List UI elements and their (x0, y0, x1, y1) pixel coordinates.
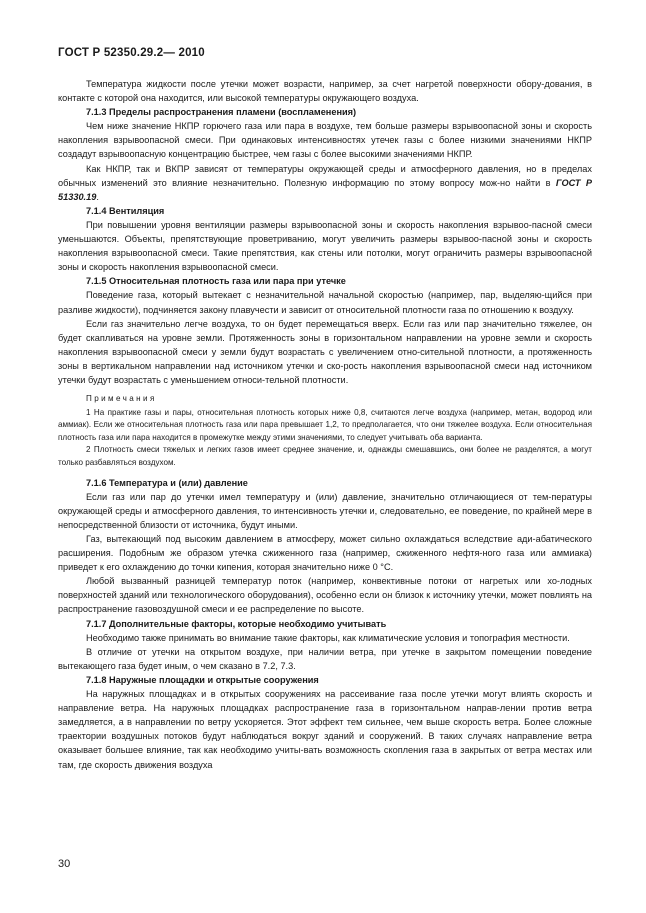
paragraph-indoor-outdoor: В отличие от утечки на открытом воздухе, при наличии ветра, при утечке в закрытом помещении поведение вытекающего газа будет иным, о чем сказано в 7.2, 7.3. (58, 646, 592, 671)
section-heading-7-1-6: 7.1.6 Температура и (или) давление (86, 477, 248, 488)
paragraph-wind: На наружных площадках и в открытых сооружениях на рассеивание газа после утечки могут влиять скорость и направление ветра. На наружных площадках распространение газа в горизонтальном направ-лении против ветра замедляется, а в направлении по ветру ускоряется. Этот эффект тем сильнее, чем выше скорость ветра. Более сложные траектории воздушных потоков будут наблюдаться вокруг зданий и сооружений. В таких случаях направление ветра оказывает большее влияние, так как необходимо учиты-вать возможность скопления газа в закрытых от ветра местах или там, где скорость движения воздуха (58, 689, 592, 770)
section-heading-7-1-5: 7.1.5 Относительная плотность газа или пара при утечке (86, 276, 346, 287)
paragraph-end-mark: . (96, 191, 99, 202)
section-heading-7-1-8: 7.1.8 Наружные площадки и открытые сооружения (86, 674, 319, 685)
paragraph-adiabatic: Газ, вытекающий под высоким давлением в атмосферу, может сильно охлаждаться вследствие ади-абатического расширения. Подобным же образом утечка сжиженного газа (например, сжиженного нефтя-ного газа или аммиака) приведет к его охлаждению до точки кипения, которая значительно ниже 0 °C. (58, 534, 592, 573)
paragraph-factors: Необходимо также принимать во внимание такие факторы, как климатические условия и топография местности. (86, 632, 570, 643)
note-1: 1 На практике газы и пары, относительная плотность которых ниже 0,8, считаются легче воздуха (например, метан, водород или аммиак). Если же относительная плотность газа или пара превышает 1,2, то предполагается, что они тяжелее воздуха. Если относительная плотность газа или пара находится в промежутке между этими значениями, то следует учитывать оба варианта. (58, 407, 592, 442)
section-heading-7-1-7: 7.1.7 Дополнительные факторы, которые необходимо учитывать (86, 618, 387, 629)
paragraph-nkpr-vkpr-text: Как НКПР, так и ВКПР зависят от температуры окружающей среды и атмосферного давления, но в пределах обычных изменений это влияние незначительно. Полезную информацию по этому вопросу мож-но найти в (58, 163, 592, 188)
standard-header: ГОСТ Р 52350.29.2— 2010 (58, 47, 205, 59)
paragraph-gas-behavior: Поведение газа, который вытекает с незначительной начальной скоростью (например, пар, выделяю-щийся при разливе жидкости), подчиняется закону плавучести и зависит от относительной плотности газа по отношению к воздуху. (58, 290, 592, 315)
notes-block (58, 393, 592, 470)
section-heading-7-1-4: 7.1.4 Вентиляция (86, 205, 165, 216)
paragraph-temp-pressure: Если газ или пар до утечки имел температуру и (или) давление, значительно отличающиеся от тем-пературы окружающей среды и атмосферного давления, то интенсивность утечки и, следовательно, ее поведение, по крайней мере в непосредственной близости от источника, будут иными. (58, 491, 592, 530)
paragraph-ventilation: При повышении уровня вентиляции размеры взрывоопасной зоны и скорость накопления взрывоо-пасной смеси уменьшаются. Объекты, препятствующие проветриванию, могут увеличить размеры взрывоо-пасной зоны и скорость накопления взрывоопасной смеси. Такие препятствия, как стены или потолки, могут ограничить размеры взрывоопасной зоны и скорость накопления взрывоопасной смеси. (58, 219, 592, 273)
paragraph-convective: Любой вызванный разницей температур поток (например, конвективные потоки от нагретых или хо-лодных поверхностей зданий или технологического оборудования), особенно если он близок к источнику утечки, может повлиять на распространение газовоздушной смеси и ее распределение по высоте. (58, 576, 592, 615)
page-number: 30 (58, 858, 71, 870)
standard-reference: ГОСТ Р 51330.19 (58, 177, 592, 202)
paragraph-temperature: Температура жидкости после утечки может возрасти, например, за счет нагретой поверхности обору-дования, в контакте с которой она находится, или высокой температуры окружающего воздуха. (58, 79, 592, 104)
paragraph-gas-density: Если газ значительно легче воздуха, то он будет перемещаться вверх. Если газ или пар значительно тяжелее, он будет скапливаться на уровне земли. Протяженность зоны в горизонтальном направлении на уровне земли и скорость накопления взрывоопасной смеси у земли будут возрастать с увеличением отно-сительной плотности, а протяженность зоны в вертикальном направлении над источником утечки и ско-рость накопления взрывоопасной смеси над источником утечки будут возрастать с уменьшением относи-тельной плотности. (58, 318, 592, 385)
section-heading-7-1-3: 7.1.3 Пределы распространения пламени (воспламенения) (86, 107, 357, 118)
paragraph-nkpr: Чем ниже значение НКПР горючего газа или пара в воздухе, тем больше размеры взрывоопасной зоны и скорость накопления взрывоопасной смеси. При одинаковых интенсивностях утечек газы с более низкими значениями НКПР создадут взрывоопасную концентрацию быстрее, чем газы с более высокими значениями НКПР. (58, 121, 592, 160)
note-2: 2 Плотность смеси тяжелых и легких газов имеет среднее значение, и, однажды смешавшись, они более не разделятся, а могут только разбавляться воздухом. (58, 445, 592, 468)
paragraph-nkpr-vkpr (58, 162, 592, 204)
document-body (58, 77, 592, 772)
notes-title: Примечания (86, 394, 157, 404)
